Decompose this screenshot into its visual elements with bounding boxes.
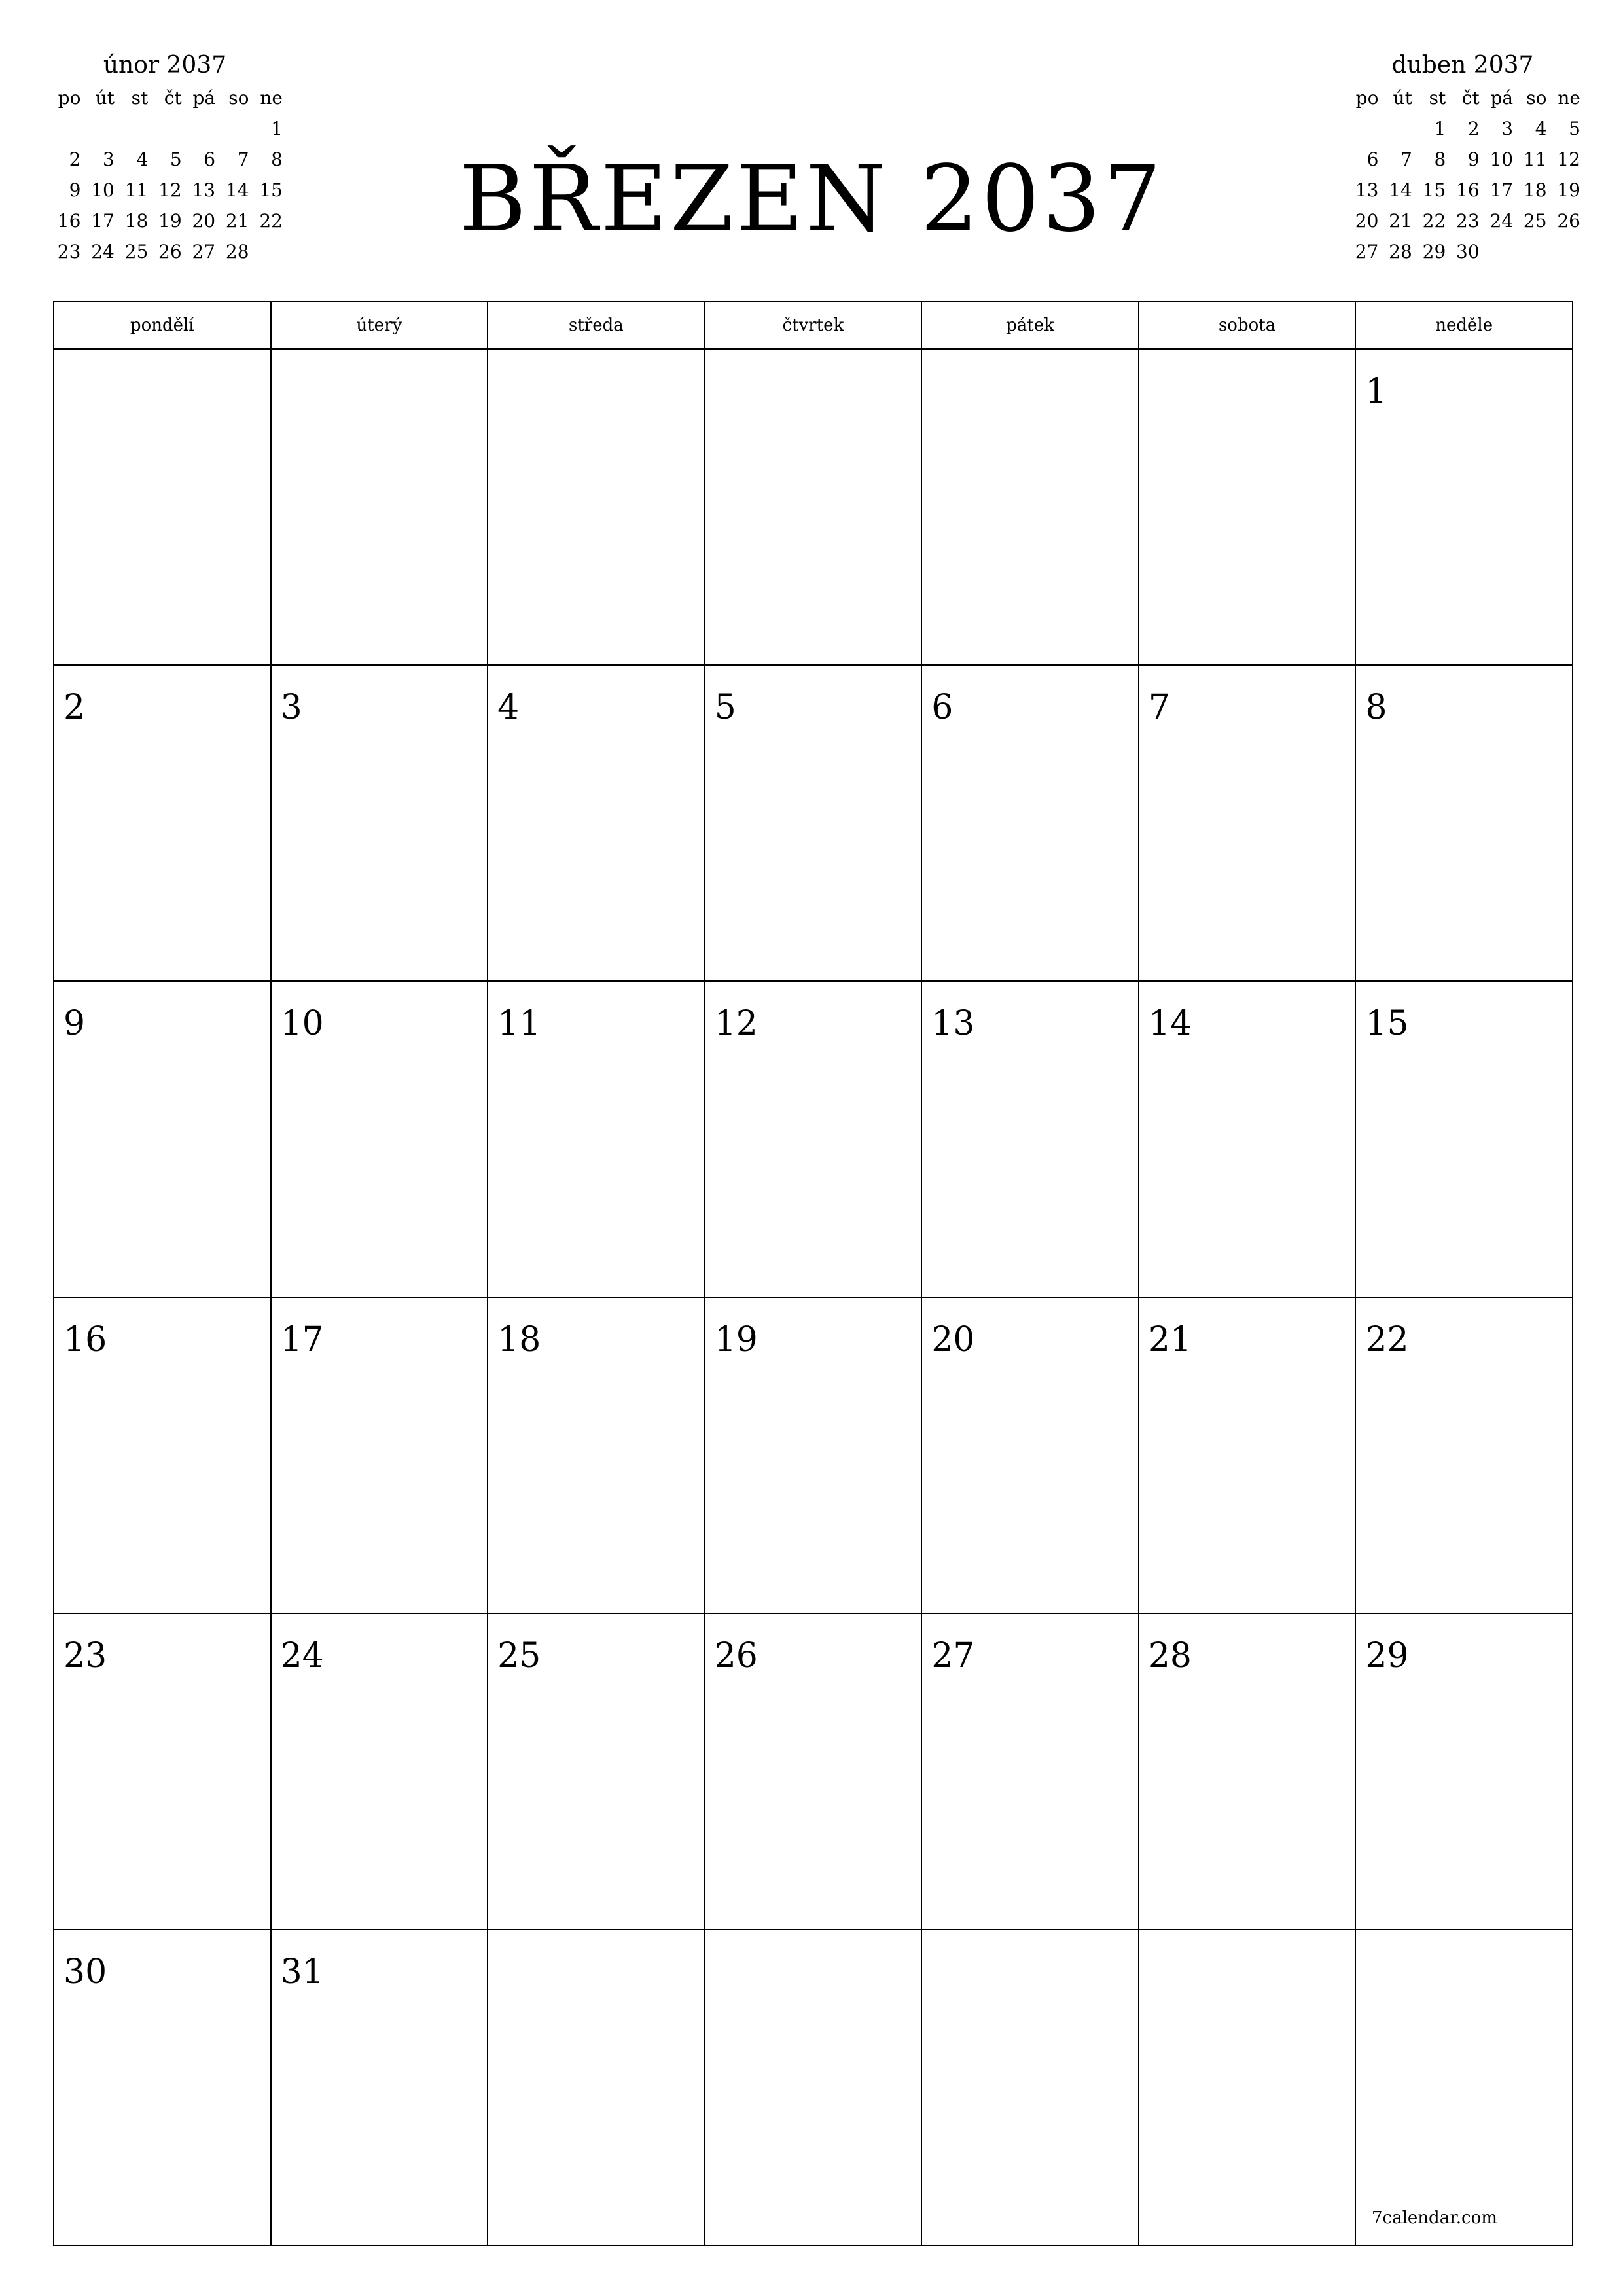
day-cell[interactable] (1139, 1613, 1356, 1929)
weekday-header: sobota (1139, 302, 1356, 349)
day-cell[interactable] (54, 1297, 271, 1613)
mini-week-row (1345, 113, 1580, 144)
day-number: 26 (714, 1636, 758, 1676)
mini-day: 25 (124, 241, 149, 262)
day-cell[interactable] (54, 1613, 271, 1929)
day-cell[interactable] (271, 665, 488, 981)
mini-day: 22 (259, 210, 283, 232)
mini-day: 10 (1489, 149, 1514, 170)
mini-day (1513, 236, 1546, 267)
weekday-header: úterý (271, 302, 488, 349)
mini-weekday-row (47, 82, 283, 113)
mini-day (47, 113, 80, 144)
mini-day: 24 (1489, 210, 1514, 232)
mini-calendar-title: duben 2037 (1391, 52, 1534, 79)
mini-day: 17 (1489, 179, 1514, 201)
mini-day: 4 (136, 149, 149, 170)
mini-day: 13 (1355, 179, 1379, 201)
day-number: 25 (497, 1636, 541, 1676)
mini-day (215, 113, 249, 144)
mini-day: 17 (91, 210, 115, 232)
mini-weekday: ne (1558, 87, 1580, 109)
mini-day: 16 (57, 210, 81, 232)
mini-day: 1 (1434, 118, 1446, 139)
mini-weekday: čt (164, 87, 182, 109)
day-cell[interactable] (488, 1929, 705, 2246)
mini-week-row (1345, 175, 1580, 206)
day-number: 4 (497, 688, 520, 727)
mini-day: 25 (1523, 210, 1547, 232)
day-number: 1 (1365, 372, 1387, 411)
day-cell[interactable] (271, 1297, 488, 1613)
day-number: 12 (714, 1004, 758, 1043)
mini-weekday: st (1429, 87, 1446, 109)
mini-day: 30 (1456, 241, 1480, 262)
mini-day: 27 (192, 241, 216, 262)
mini-day: 16 (1456, 179, 1480, 201)
mini-day: 15 (259, 179, 283, 201)
mini-day: 12 (1557, 149, 1580, 170)
day-number: 5 (714, 688, 736, 727)
day-number: 18 (497, 1320, 541, 1359)
weekday-header: středa (488, 302, 705, 349)
mini-day: 12 (158, 179, 182, 201)
mini-week-row (47, 113, 283, 144)
weekday-header: neděle (1355, 302, 1573, 349)
mini-day: 6 (1366, 149, 1379, 170)
day-cell[interactable] (1139, 349, 1356, 665)
day-cell[interactable] (921, 665, 1139, 981)
mini-day: 23 (57, 241, 81, 262)
day-cell[interactable] (1355, 1929, 1573, 2246)
day-cell[interactable] (921, 1929, 1139, 2246)
day-cell[interactable] (54, 1929, 271, 2246)
mini-day: 20 (1355, 210, 1379, 232)
mini-day: 5 (1569, 118, 1580, 139)
day-number: 8 (1365, 688, 1387, 727)
day-cell[interactable] (271, 1929, 488, 2246)
day-cell[interactable] (1139, 1297, 1356, 1613)
mini-weekday: čt (1461, 87, 1480, 109)
mini-day: 8 (1434, 149, 1446, 170)
mini-day: 7 (1400, 149, 1412, 170)
mini-week-row (1345, 236, 1580, 267)
mini-day: 27 (1355, 241, 1379, 262)
day-number: 3 (280, 688, 302, 727)
mini-day: 11 (1523, 149, 1547, 170)
mini-day: 26 (1557, 210, 1580, 232)
weekday-header: pondělí (54, 302, 271, 349)
day-cell[interactable] (921, 1613, 1139, 1929)
mini-day: 18 (124, 210, 149, 232)
day-cell[interactable] (54, 665, 271, 981)
mini-weekday: so (1526, 87, 1547, 109)
mini-day: 19 (1557, 179, 1580, 201)
mini-day: 18 (1523, 179, 1547, 201)
mini-day: 26 (158, 241, 182, 262)
mini-weekday-row (1345, 82, 1580, 113)
mini-weekday: pá (1490, 87, 1514, 109)
day-number: 20 (931, 1320, 975, 1359)
mini-day: 29 (1422, 241, 1446, 262)
day-cell[interactable] (488, 1297, 705, 1613)
day-cell[interactable] (1139, 665, 1356, 981)
day-cell[interactable] (1355, 981, 1573, 1297)
day-cell[interactable] (488, 1613, 705, 1929)
day-cell[interactable] (705, 665, 922, 981)
mini-weekday: po (1355, 87, 1379, 109)
week-row (54, 1929, 1573, 2246)
day-cell[interactable] (921, 1297, 1139, 1613)
day-number: 29 (1365, 1636, 1409, 1676)
day-number: 21 (1148, 1320, 1192, 1359)
day-cell[interactable] (1355, 349, 1573, 665)
mini-weekday: út (1393, 87, 1412, 109)
mini-day: 3 (1501, 118, 1514, 139)
day-number: 27 (931, 1636, 975, 1676)
mini-day: 28 (225, 241, 249, 262)
day-cell[interactable] (921, 349, 1139, 665)
mini-day: 2 (1467, 118, 1480, 139)
mini-day: 28 (1389, 241, 1412, 262)
mini-day (1378, 113, 1412, 144)
mini-day: 5 (169, 149, 182, 170)
mini-day: 19 (158, 210, 182, 232)
week-row (54, 1613, 1573, 1929)
mini-weekday: út (95, 87, 115, 109)
day-number: 31 (280, 1952, 324, 1992)
mini-day: 14 (1389, 179, 1412, 201)
mini-week-row (1345, 144, 1580, 175)
day-number: 22 (1365, 1320, 1409, 1359)
day-cell[interactable] (488, 981, 705, 1297)
mini-day: 3 (103, 149, 115, 170)
mini-day (148, 113, 181, 144)
mini-day: 24 (91, 241, 115, 262)
mini-weekday: so (228, 87, 249, 109)
mini-day: 4 (1535, 118, 1547, 139)
week-row (54, 1297, 1573, 1613)
day-number: 17 (280, 1320, 324, 1359)
day-cell[interactable] (1139, 981, 1356, 1297)
day-number: 14 (1148, 1004, 1192, 1043)
page-title: BŘEZEN 2037 (459, 146, 1164, 253)
mini-day: 1 (271, 118, 283, 139)
day-number: 30 (63, 1952, 107, 1992)
day-cell[interactable] (921, 981, 1139, 1297)
day-number: 13 (931, 1004, 975, 1043)
mini-weekday: ne (260, 87, 283, 109)
month-weeks (54, 349, 1573, 2246)
mini-day: 10 (91, 179, 115, 201)
day-number: 10 (280, 1004, 324, 1043)
mini-week-row (1345, 206, 1580, 236)
mini-day (115, 113, 148, 144)
mini-day: 8 (271, 149, 283, 170)
day-cell[interactable] (705, 1929, 922, 2246)
month-grid (53, 301, 1573, 2246)
day-number: 11 (497, 1004, 541, 1043)
mini-weekday: pá (192, 87, 216, 109)
day-cell[interactable] (1355, 1613, 1573, 1929)
day-number: 15 (1365, 1004, 1409, 1043)
weekday-header: čtvrtek (705, 302, 922, 349)
week-row (54, 665, 1573, 981)
day-cell[interactable] (705, 981, 922, 1297)
day-number: 19 (714, 1320, 758, 1359)
day-cell[interactable] (705, 1297, 922, 1613)
mini-day: 13 (192, 179, 216, 201)
mini-weeks (1345, 113, 1580, 267)
mini-day: 14 (225, 179, 249, 201)
day-number: 24 (280, 1636, 324, 1676)
day-number: 23 (63, 1636, 107, 1676)
day-cell[interactable] (705, 349, 922, 665)
mini-weekday: po (58, 87, 81, 109)
mini-day: 6 (204, 149, 216, 170)
day-number: 9 (63, 1004, 86, 1043)
mini-day (1480, 236, 1513, 267)
day-cell[interactable] (54, 349, 271, 665)
mini-day: 11 (124, 179, 149, 201)
mini-calendar-title: únor 2037 (103, 52, 227, 79)
day-cell[interactable] (1355, 1297, 1573, 1613)
day-cell[interactable] (271, 981, 488, 1297)
mini-day (182, 113, 215, 144)
day-number: 7 (1148, 688, 1170, 727)
day-cell[interactable] (705, 1613, 922, 1929)
day-cell[interactable] (488, 349, 705, 665)
mini-day: 9 (1467, 149, 1480, 170)
day-cell[interactable] (271, 349, 488, 665)
mini-day: 21 (225, 210, 249, 232)
mini-day: 22 (1422, 210, 1446, 232)
mini-day: 15 (1422, 179, 1446, 201)
day-number: 28 (1148, 1636, 1192, 1676)
day-cell[interactable] (271, 1613, 488, 1929)
mini-calendar-next-month (1345, 48, 1580, 267)
day-cell[interactable] (1355, 665, 1573, 981)
day-number: 6 (931, 688, 954, 727)
week-row (54, 349, 1573, 665)
mini-day: 23 (1456, 210, 1480, 232)
week-row (54, 981, 1573, 1297)
weekday-header: pátek (921, 302, 1139, 349)
day-number: 16 (63, 1320, 107, 1359)
mini-day: 21 (1389, 210, 1412, 232)
mini-calendar-table (1345, 82, 1580, 267)
site-credit: 7calendar.com (1372, 2208, 1497, 2228)
mini-day: 7 (237, 149, 249, 170)
day-number: 2 (63, 688, 86, 727)
weekday-header-row (54, 302, 1573, 349)
mini-day: 20 (192, 210, 216, 232)
mini-weekday: st (131, 87, 149, 109)
day-cell[interactable] (1139, 1929, 1356, 2246)
mini-day (1547, 236, 1580, 267)
day-cell[interactable] (488, 665, 705, 981)
mini-day (80, 113, 114, 144)
mini-day: 9 (69, 179, 81, 201)
mini-day (1345, 113, 1378, 144)
mini-day: 2 (69, 149, 81, 170)
day-cell[interactable] (54, 981, 271, 1297)
